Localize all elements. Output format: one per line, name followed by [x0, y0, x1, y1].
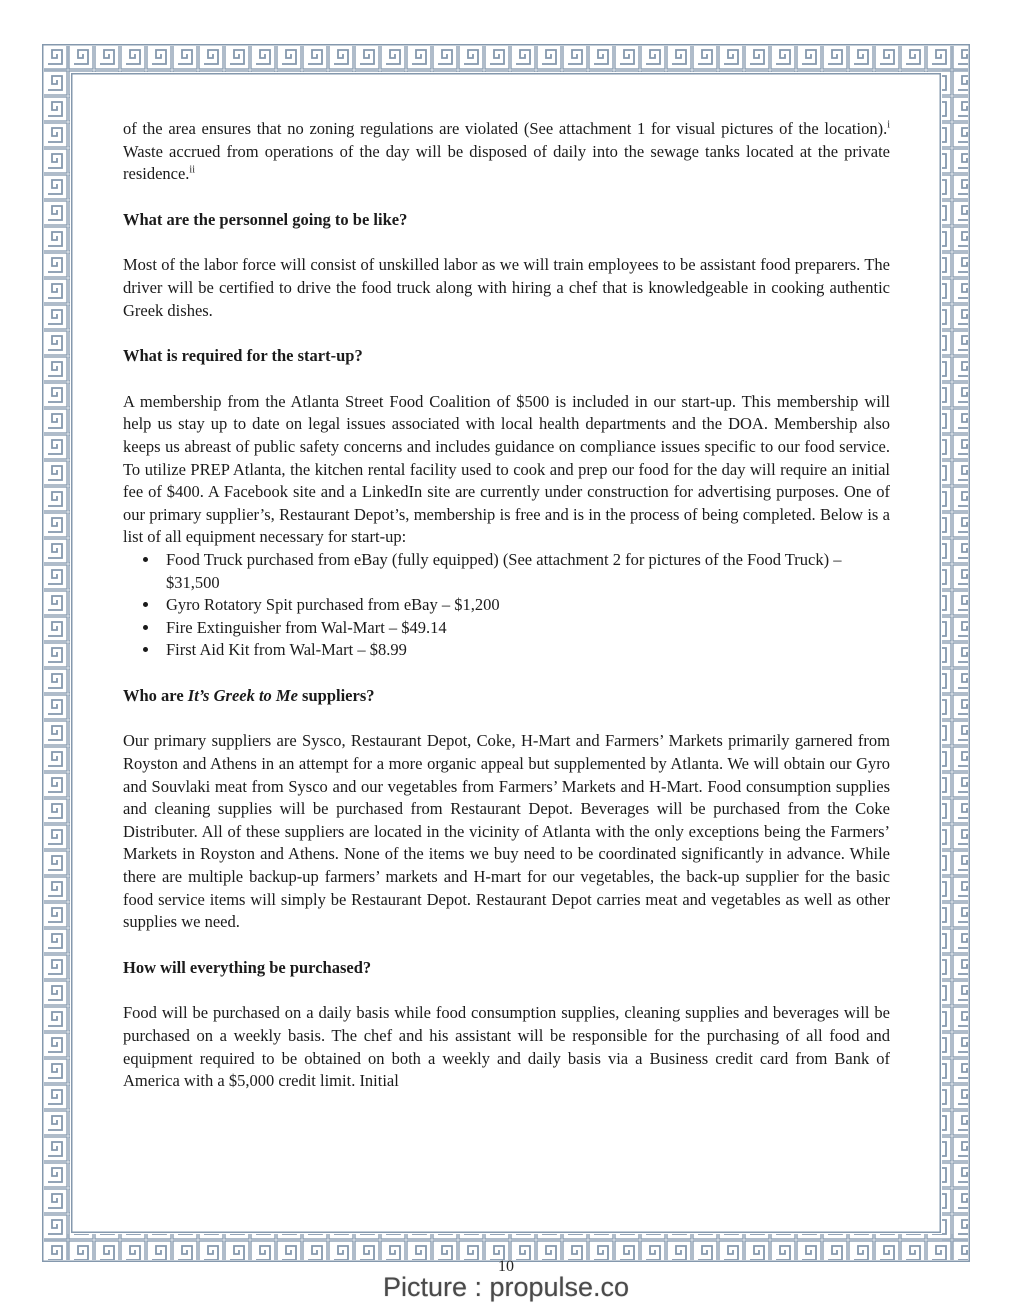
personnel-paragraph: Most of the labor force will consist of unskilled labor as we will train employees to be assistant food preparers. The driver will be certified to drive the food truck along with hiring a chef that is knowledgeable in cooking authentic Greek dishes. — [123, 255, 890, 320]
heading-startup: What is required for the start-up? — [123, 346, 363, 366]
watermark: Picture : propulse.co — [382, 1272, 630, 1302]
suppliers-paragraph: Our primary suppliers are Sysco, Restaurant Depot, Coke, H-Mart and Farmers’ Markets primarily garnered from Royston and Athens in an attempt for a more organic appeal but supplemented by Atlanta. We will obtain our Gyro and Souvlaki meat from Sysco and our vegetables from Farmers’ Markets and H-Mart. Food consumption supplies and cleaning supplies will be purchased from Restaurant Depot. Beverages will be purchased from the Coke Distributer. All of these suppliers are located in the vicinity of Atlanta with the only exceptions being the Farmers’ Markets in Royston and Athens. None of the items we buy need to be coordinated significantly in advance. While there are multiple backup-up farmers’ markets and H-mart for our vegetables, the back-up supplier for the basic food service items will simply be Restaurant Depot. Restaurant Depot carries meat and vegetables as well as other supplies we need. — [123, 731, 890, 932]
equipment-list — [123, 549, 890, 662]
heading-purchasing: How will everything be purchased? — [123, 957, 372, 977]
intro-paragraph — [123, 118, 890, 186]
intro-text-2: Waste accrued from operations of the day will be disposed of daily into the sewage tanks located at the private residence. — [123, 141, 890, 184]
startup-paragraph: A membership from the Atlanta Street Food Coalition of $500 is included in our start-up. This membership will help us stay up to date on legal issues associated with local health departments and the DOA. Membership also keeps us abreast of public safety concerns and includes guidance on compliance issues specific to our food service. To utilize PREP Atlanta, the kitchen rental facility used to cook and prep our food for the day will require an initial fee of $400. A Facebook site and a LinkedIn site are currently under construction for advertising purposes. One of our primary supplier’s, Restaurant Depot’s, membership is free and is in the process of being completed. Below is a list of all equipment necessary for start-up: — [123, 391, 890, 547]
heading-personnel: What are the personnel going to be like? — [123, 209, 408, 229]
page-number: 10 — [498, 1258, 514, 1275]
endnote-ref-i: i — [887, 119, 890, 131]
heading-suppliers-title: It’s Greek to Me — [187, 685, 298, 705]
heading-suppliers — [123, 685, 890, 708]
list-item-fire-extinguisher: • Fire Extinguisher from Wal-Mart – $49.14 — [160, 617, 890, 640]
purchasing-paragraph: Food will be purchased on a daily basis while food consumption supplies, cleaning supplies and beverages will be purchased on a weekly basis. The chef and his assistant will be responsible for the purchasing of all food and equipment required to be obtained on both a weekly and daily basis via a Business credit card from Bank of America with a $5,000 credit limit. Initial — [123, 1003, 890, 1091]
heading-suppliers-post: suppliers? — [297, 685, 375, 705]
list-item-gyro-spit: • Gyro Rotatory Spit purchased from eBay – $1,200 — [160, 594, 890, 617]
list-item-food-truck: • Food Truck purchased from eBay (fully equipped) (See attachment 2 for pictures of the Food Truck) – $31,500 — [160, 549, 890, 594]
heading-suppliers-pre: Who are — [123, 685, 188, 705]
page-content — [123, 118, 890, 1116]
intro-text-1: of the area ensures that no zoning regulations are violated (See attachment 1 for visual pictures of the location). — [123, 119, 888, 138]
list-item-first-aid-kit: • First Aid Kit from Wal-Mart – $8.99 — [160, 639, 890, 662]
endnote-ref-ii: ii — [189, 164, 195, 176]
